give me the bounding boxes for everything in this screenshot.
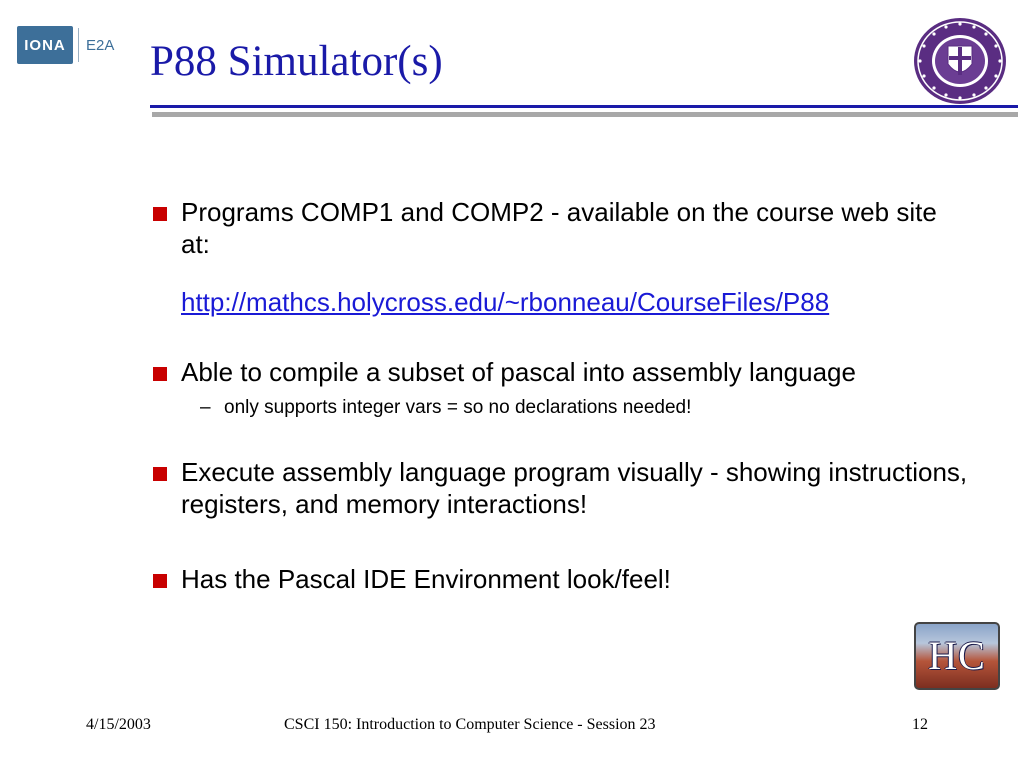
bullet-text: Programs COMP1 and COMP2 - available on the course web site at: xyxy=(181,197,937,259)
bullet-programs xyxy=(152,196,972,318)
college-seal-icon xyxy=(912,16,1008,106)
title-rule-gray xyxy=(152,112,1018,117)
footer-page-number: 12 xyxy=(912,716,928,733)
title-rule-blue xyxy=(150,105,1018,108)
course-link-line xyxy=(181,286,972,318)
bullet-text: Able to compile a subset of pascal into assembly language xyxy=(181,357,856,387)
e2a-logo-text: E2A xyxy=(86,36,115,54)
bullet-square-icon xyxy=(153,574,167,588)
bullet-square-icon xyxy=(153,367,167,381)
bullet-square-icon xyxy=(153,467,167,481)
bullet-square-icon xyxy=(153,207,167,221)
footer-course: CSCI 150: Introduction to Computer Science - Session 23 xyxy=(284,716,656,733)
slide-title: P88 Simulator(s) xyxy=(150,38,443,85)
bullet-compile xyxy=(152,356,972,388)
hc-logo xyxy=(914,622,1000,690)
e2a-logo xyxy=(78,28,114,62)
slide-content xyxy=(152,196,972,595)
iona-logo-text: IONA xyxy=(24,36,66,54)
iona-logo xyxy=(17,26,73,64)
bullet-text: Has the Pascal IDE Environment look/feel! xyxy=(181,564,671,594)
bullet-text: Execute assembly language program visually - showing instructions, registers, and memory interactions! xyxy=(181,457,968,519)
sub-bullet-text: only supports integer vars = so no declarations needed! xyxy=(224,397,692,418)
bullet-pascal-ide xyxy=(152,563,972,595)
course-files-link[interactable]: http://mathcs.holycross.edu/~rbonneau/CourseFiles/P88 xyxy=(181,287,830,317)
sub-bullet-integer-vars xyxy=(152,396,972,420)
bullet-execute xyxy=(152,456,972,520)
hc-logo-text: HC xyxy=(928,633,986,678)
footer-date: 4/15/2003 xyxy=(86,716,151,733)
dash-icon: – xyxy=(200,397,211,418)
